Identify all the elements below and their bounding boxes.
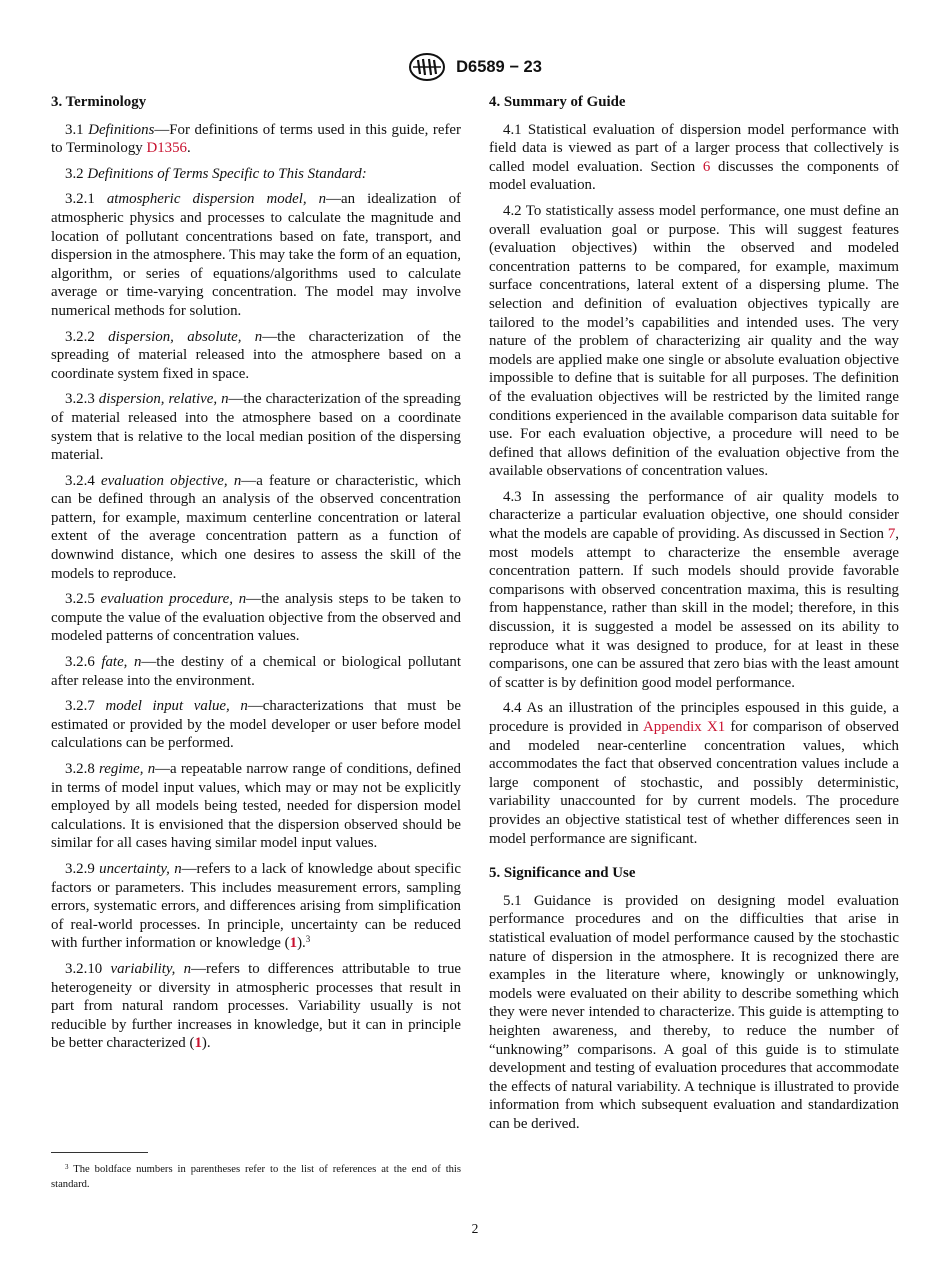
- footnote: $^3$ The boldface numbers in parentheses refer to the list of references at the end of this standard.: [51, 1163, 461, 1190]
- section-5-title: 5. Significance and Use: [489, 865, 636, 882]
- page-header: [0, 52, 950, 82]
- term-definition: 3.2.5 evaluation procedure, n—the analysis steps to be taken to compute the value of the evaluation objective from the observed and modeled patterns of concentration values.: [51, 591, 461, 645]
- paragraph-4-4: 4.4 As an illustration of the principles espoused in this guide, a procedure is provided in Appendix X1 for comparison of observed and modeled near-centerline concentration values, which accommodates the fact that observed concentration values include a large component of stochastic, and possibly deterministic, variability unaccounted for by current models. The procedure provides an objective statistical test of whether differences seen in model performance are significant.: [489, 700, 899, 847]
- paragraph-3-2: 3.2 Definitions of Terms Specific to This Standard:: [65, 165, 367, 182]
- reference-link-1[interactable]: 1: [289, 935, 298, 952]
- appendix-x1-link[interactable]: Appendix X1: [643, 719, 726, 735]
- term-definition: 3.2.7 model input value, n—characterizations that must be estimated or provided by the model developer or user before model calculations can be performed.: [51, 698, 461, 752]
- paragraph-3-1: 3.1 Definitions—For definitions of terms used in this guide, refer to Terminology D1356.: [51, 121, 461, 157]
- term-definition: 3.2.1 atmospheric dispersion model, n—an idealization of atmospheric physics and processes to calculate the magnitude and location of pollutant concentrations based on fate, transport, and dispersion in the atmosphere. This may take the form of an equation, algorithm, or series of equations/algorithms used to calculate average or time-varying concentration. The model may involve numerical methods for solution.: [51, 191, 461, 319]
- term-definition-variability: 3.2.10 variability, n—refers to differences attributable to true heterogeneity or diversity in atmospheric processes that result in part from natural random processes. Variability usually is not reducible by further increases in knowledge, but it can in principle be better characterized (1).: [51, 960, 462, 1052]
- page-number: 2: [471, 1221, 479, 1236]
- section-3-title: 3. Terminology: [51, 94, 147, 110]
- astm-logo-icon: [408, 52, 446, 82]
- left-column: [51, 93, 461, 1060]
- right-column: [489, 93, 899, 1140]
- paragraph-4-3: 4.3 In assessing the performance of air quality models to characterize a particular evaluation objective, one should consider what the models are capable of providing. As discussed in Section 7, most models attempt to characterize the ensemble average concentration pattern. If such models should provide favorable comparisons with observed concentration maxima, this is resulting from happenstance, rather than skill in the model; therefore, in this discussion, it is suggested a model be assessed on its ability to reproduce what it was designed to produce, for at least in these comparisons, one can be assured that zero bias with the least amount of scatter is by definition good model performance.: [489, 488, 899, 691]
- term-definition: 3.2.8 regime, n—a repeatable narrow range of conditions, defined in terms of model input values, which may or may not be explicitly employed by all models being tested, needed for dispersion model calculations. It is envisioned that the dispersion observed should be similar for all cases having similar model input values.: [51, 761, 462, 852]
- section-4-title: 4. Summary of Guide: [489, 94, 626, 110]
- link-d1356[interactable]: D1356: [146, 140, 188, 157]
- standard-designation: D6589 − 23: [456, 57, 542, 76]
- footnote-marker: 3: [305, 934, 311, 945]
- paragraph-4-1: 4.1 Statistical evaluation of dispersion model performance with field data is viewed as part of a larger process that collectively is called model evaluation. Section 6 discusses the components of model evaluation.: [489, 121, 899, 194]
- section-6-link[interactable]: 6: [702, 158, 711, 175]
- section-7-link[interactable]: 7: [887, 526, 896, 543]
- paragraph-4-2: 4.2 To statistically assess model performance, one must define an overall evaluation goal or purpose. This will suggest features (evaluation objectives) within the observed and modeled concentration patterns to be compared, for example, maximum surface concentrations, lateral extent of a dispersing plume. The selection and definition of evaluation objectives typically are tailored to the model’s capabilities and intended uses. The very nature of the problem of characterizing air quality and the way models are applied make one single or absolute evaluation objective impossible to define that is suitable for all purposes. The definition of the evaluation objectives will be restricted by the limited range conditions experienced in the available comparison data suitable for use. For each evaluation objective, a procedure will need to be defined that allows definition of the evaluation objective from the available observations of concentration values.: [489, 202, 899, 480]
- term-definition: 3.2.6 fate, n—the destiny of a chemical or biological pollutant after release into the environment.: [51, 654, 461, 689]
- paragraph-5-1: 5.1 Guidance is provided on designing model evaluation performance procedures and on the difficulties that arise in statistical evaluation of model performance caused by the stochastic nature of dispersion in the atmosphere. It is recognized there are examples in the literature where, knowingly or unknowingly, models were evaluated on their ability to describe something which they were never intended to characterize. This guide is attempting to heighten awareness, and thereby, to reduce the number of “unknowing” comparisons. A goal of this guide is to stimulate development and testing of evaluation procedures that accommodate the effects of natural variability. A technique is illustrated to provide information from which subsequent evaluation and standardization can be derived.: [489, 892, 899, 1132]
- term-definition: 3.2.4 evaluation objective, n—a feature or characteristic, which can be defined through an analysis of the observed concentration pattern, for example, maximum centerline concentration or lateral extent of the average concentration pattern as a function of downwind distance, which one desires to assess the skill of the models to reproduce.: [51, 472, 461, 582]
- footnote-divider: [51, 1152, 148, 1153]
- term-definition: 3.2.3 dispersion, relative, n—the characterization of the spreading of material released into the atmosphere based on a coordinate system that is relative to the local median position of the dispersing material.: [51, 391, 461, 464]
- term-definition-uncertainty: 3.2.9 uncertainty, n—refers to a lack of knowledge about specific factors or parameters. This includes measurement errors, sampling errors, systematic errors, and differences arising from simplification of real-world processes. In principle, uncertainty can be reduced with further information or knowledge (1).$^3$: [51, 860, 461, 952]
- term-definition: 3.2.2 dispersion, absolute, n—the characterization of the spreading of material released into the atmosphere based on a coordinate system fixed in space.: [51, 328, 461, 382]
- reference-link-1[interactable]: 1: [194, 1035, 202, 1052]
